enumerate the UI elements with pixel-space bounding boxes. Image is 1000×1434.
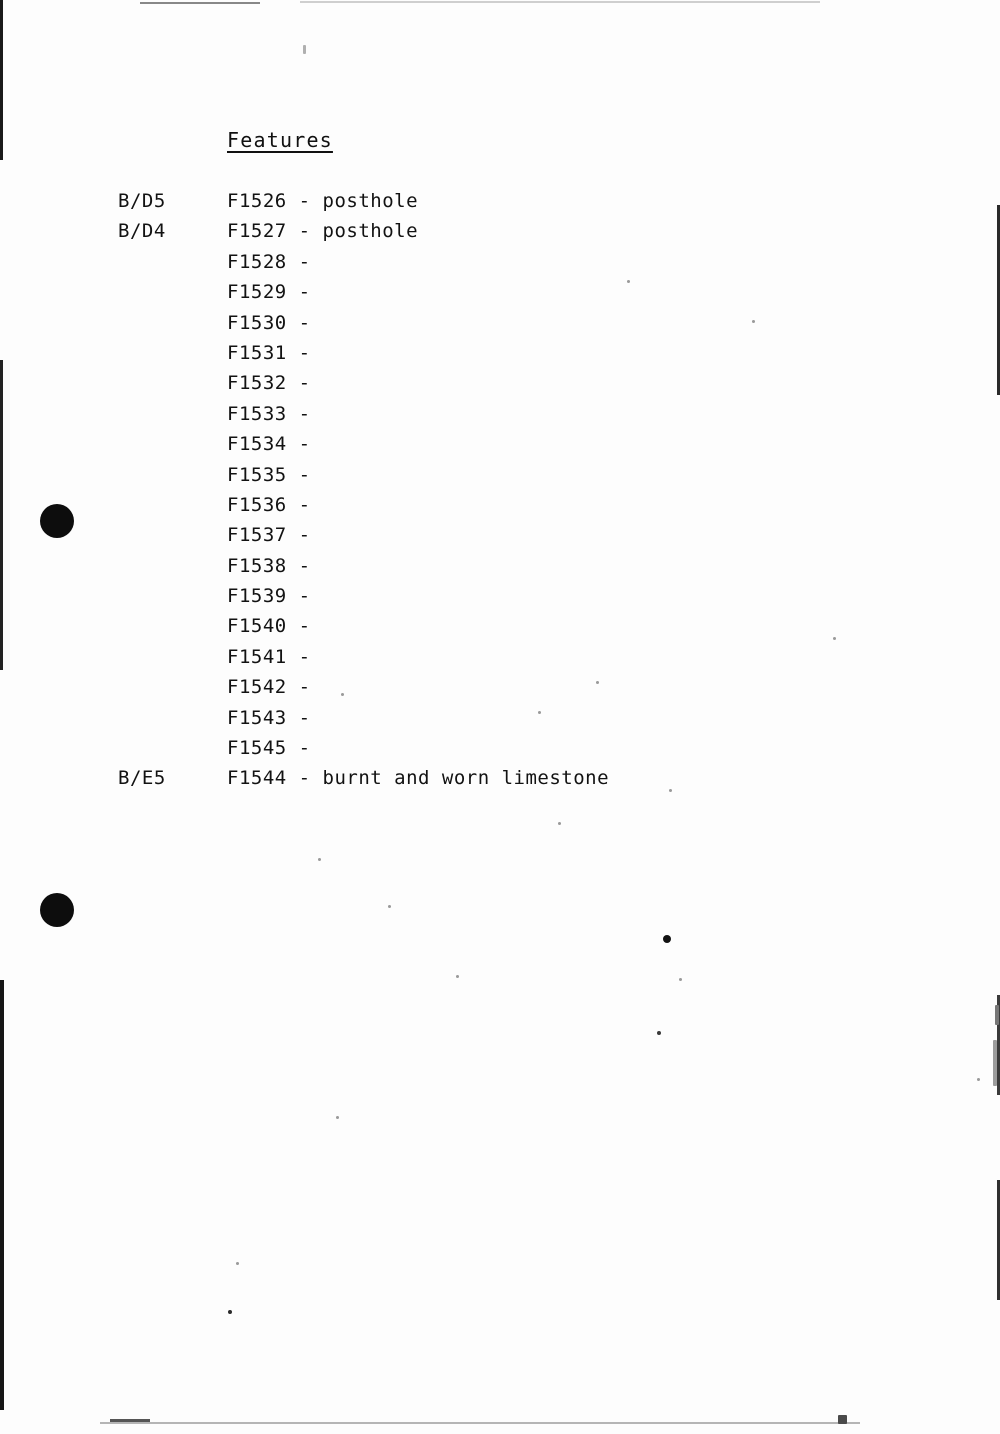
list-item — [0, 646, 1000, 676]
feature-entry: F1534 - — [227, 433, 311, 456]
feature-entry: F1540 - — [227, 615, 311, 638]
feature-entry: F1527 - posthole — [227, 220, 419, 243]
feature-entry: F1544 - burnt and worn limestone — [227, 767, 610, 790]
list-item — [0, 676, 1000, 706]
list-item — [0, 524, 1000, 554]
list-item — [0, 190, 1000, 220]
scan-speckle — [236, 1262, 239, 1265]
scan-speckle — [993, 1040, 997, 1086]
scan-speckle — [627, 280, 630, 283]
feature-entry: F1541 - — [227, 645, 311, 668]
features-list — [0, 190, 1000, 798]
page-title: Features — [227, 128, 333, 152]
list-item — [0, 220, 1000, 250]
list-item — [0, 433, 1000, 463]
scan-speckle — [995, 1005, 999, 1025]
list-item — [0, 342, 1000, 372]
feature-entry: F1536 - — [227, 493, 311, 516]
list-item — [0, 372, 1000, 402]
scan-speckle — [838, 1415, 847, 1424]
grid-code: B/D5 — [118, 190, 166, 212]
scan-speckle — [303, 45, 306, 54]
feature-entry: F1529 - — [227, 281, 311, 304]
feature-entry: F1530 - — [227, 311, 311, 334]
list-item — [0, 281, 1000, 311]
feature-entry: F1531 - — [227, 341, 311, 364]
feature-entry: F1526 - posthole — [227, 190, 419, 212]
grid-code: B/E5 — [118, 767, 166, 790]
scan-speckle — [663, 935, 671, 943]
grid-code: B/D4 — [118, 220, 166, 243]
feature-entry: F1532 - — [227, 372, 311, 395]
feature-entry: F1537 - — [227, 524, 311, 547]
scan-speckle — [538, 711, 541, 714]
list-item — [0, 555, 1000, 585]
feature-entry: F1545 - — [227, 737, 311, 760]
scan-speckle — [341, 693, 344, 696]
list-item — [0, 767, 1000, 797]
scan-speckle — [669, 789, 672, 792]
list-item — [0, 464, 1000, 494]
list-item — [0, 707, 1000, 737]
feature-entry: F1535 - — [227, 463, 311, 486]
scan-speckle — [679, 978, 682, 981]
scan-speckle — [318, 858, 321, 861]
scan-speckle — [456, 975, 459, 978]
feature-entry: F1538 - — [227, 554, 311, 577]
list-item — [0, 251, 1000, 281]
list-item — [0, 403, 1000, 433]
feature-entry: F1542 - — [227, 676, 311, 699]
scan-speckle — [596, 681, 599, 684]
feature-entry: F1543 - — [227, 706, 311, 729]
scan-speckle — [388, 905, 391, 908]
scan-speckle — [336, 1116, 339, 1119]
list-item — [0, 585, 1000, 615]
scan-speckle — [752, 320, 755, 323]
list-item — [0, 615, 1000, 645]
scan-speckle — [833, 637, 836, 640]
list-item — [0, 494, 1000, 524]
scan-speckle — [558, 822, 561, 825]
feature-entry: F1539 - — [227, 585, 311, 608]
scan-speckle — [977, 1078, 980, 1081]
scan-speckle — [228, 1310, 232, 1314]
feature-entry: F1533 - — [227, 402, 311, 425]
list-item — [0, 737, 1000, 767]
list-item — [0, 312, 1000, 342]
scan-speckle — [657, 1031, 661, 1035]
feature-entry: F1528 - — [227, 250, 311, 273]
